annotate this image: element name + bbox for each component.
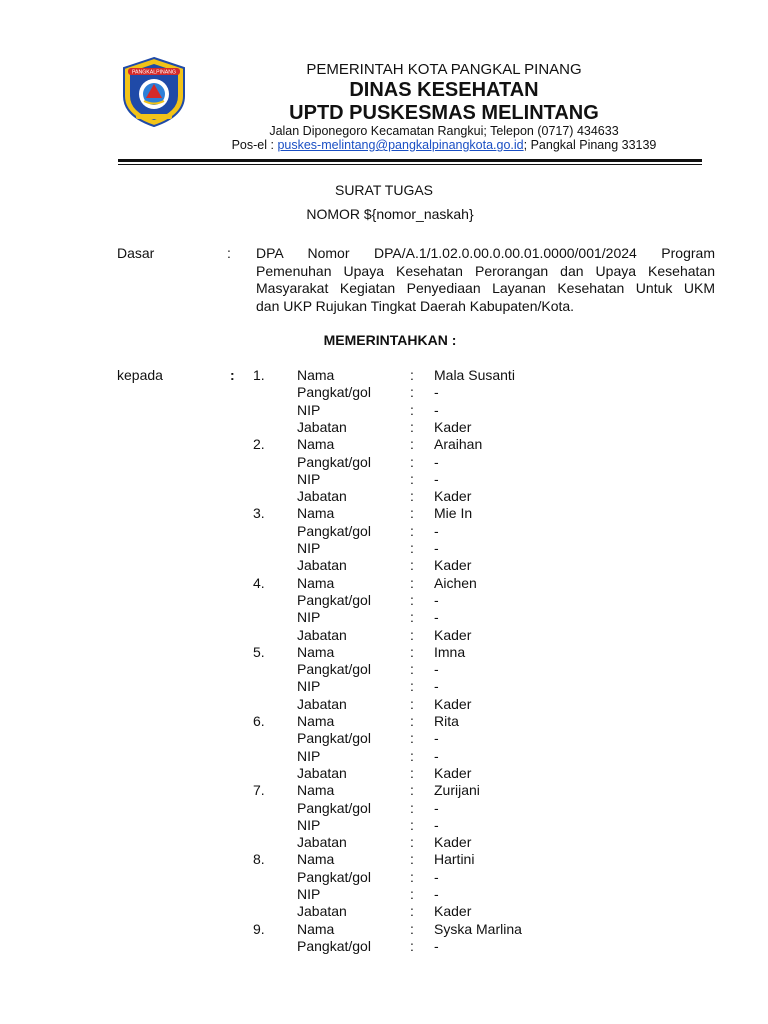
field-value-nip: - (434, 470, 439, 487)
field-colon: : (410, 522, 414, 539)
field-label-nip: NIP (297, 401, 321, 418)
field-label-nip: NIP (297, 678, 321, 695)
field-value-position: Kader (434, 626, 472, 643)
field-value-name: Zurijani (434, 782, 480, 799)
assignee-number: 3. (253, 505, 265, 522)
field-label-position: Jabatan (297, 764, 347, 781)
field-label-rank: Pangkat/gol (297, 868, 371, 885)
field-colon: : (410, 453, 414, 470)
field-colon: : (410, 557, 414, 574)
field-value-nip: - (434, 540, 439, 556)
field-label-nip: NIP (297, 747, 321, 764)
field-value-name: Syska Marlina (434, 920, 522, 937)
field-colon: : (410, 903, 414, 920)
field-colon: : (410, 886, 414, 902)
assignee-field-row (0, 817, 768, 834)
field-colon: : (410, 868, 414, 885)
field-colon: : (410, 747, 414, 764)
field-colon: : (410, 401, 414, 418)
field-value-nip: - (434, 609, 439, 626)
field-colon: : (410, 609, 414, 626)
letterhead-divider-thick (118, 159, 702, 162)
email-suffix: ; Pangkal Pinang 33139 (523, 138, 657, 152)
field-colon: : (410, 574, 414, 591)
header-unit: UPTD PUSKESMAS MELINTANG (289, 102, 599, 124)
field-value-rank: - (434, 661, 439, 678)
field-label-name: Nama (297, 920, 335, 937)
field-label-nip: NIP (297, 540, 321, 556)
assignee-field-row (0, 886, 768, 903)
field-colon: : (410, 505, 414, 522)
field-colon: : (410, 799, 414, 816)
assignee-field-row (0, 730, 768, 747)
assignee-number: 7. (253, 782, 265, 799)
assignee-field-row (0, 436, 768, 453)
field-colon: : (410, 782, 414, 799)
field-value-rank: - (434, 384, 439, 401)
letter-number: NOMOR ${nomor_naskah} (306, 206, 474, 222)
assignee-field-row (0, 903, 768, 920)
field-value-rank: - (434, 522, 439, 539)
field-colon: : (410, 591, 414, 608)
field-colon: : (410, 488, 414, 505)
field-value-position: Kader (434, 418, 472, 435)
field-label-rank: Pangkat/gol (297, 799, 371, 816)
field-label-nip: NIP (297, 816, 321, 833)
field-label-name: Nama (297, 574, 335, 591)
field-value-nip: - (434, 401, 439, 418)
assignee-field-row (0, 402, 768, 419)
assignee-field-row (0, 592, 768, 609)
to-label: kepada (117, 367, 163, 383)
field-label-rank: Pangkat/gol (297, 730, 371, 747)
field-colon: : (410, 436, 414, 453)
field-label-rank: Pangkat/gol (297, 937, 371, 954)
field-value-position: Kader (434, 695, 472, 712)
field-colon: : (410, 695, 414, 712)
assignee-field-row (0, 713, 768, 730)
field-value-name: Hartini (434, 851, 475, 868)
assignee-field-row (0, 454, 768, 471)
field-label-nip: NIP (297, 886, 321, 902)
assignee-field-row (0, 678, 768, 695)
assignee-field-row (0, 800, 768, 817)
assignee-number: 4. (253, 574, 265, 591)
field-label-name: Nama (297, 851, 335, 868)
field-colon: : (410, 384, 414, 401)
header-address: Jalan Diponegoro Kecamatan Rangkui; Telepon (0717) 434633 (269, 124, 619, 138)
field-colon: : (410, 937, 414, 954)
field-value-position: Kader (434, 488, 472, 505)
field-value-rank: - (434, 730, 439, 747)
field-label-position: Jabatan (297, 418, 347, 435)
field-value-name: Araihan (434, 436, 483, 453)
assignee-field-row (0, 661, 768, 678)
assignee-field-row (0, 540, 768, 557)
basis-label: Dasar (117, 245, 155, 261)
field-value-name: Rita (434, 713, 459, 729)
email-prefix: Pos-el : (231, 138, 278, 152)
field-value-rank: - (434, 799, 439, 816)
basis-line: DPA Nomor DPA/A.1/1.02.0.00.0.00.01.0000/001/2024 Program (256, 245, 715, 261)
field-label-position: Jabatan (297, 695, 347, 712)
field-colon: : (410, 661, 414, 678)
assignee-number: 9. (253, 920, 265, 937)
field-colon: : (410, 643, 414, 660)
field-value-name: Imna (434, 643, 466, 660)
field-value-position: Kader (434, 557, 472, 574)
field-label-rank: Pangkat/gol (297, 522, 371, 539)
letter-title: SURAT TUGAS (334, 182, 434, 198)
field-colon: : (410, 678, 414, 695)
field-label-name: Nama (297, 782, 335, 799)
basis-text (256, 245, 715, 315)
field-value-name: Mie In (434, 505, 473, 522)
assignee-field-row (0, 921, 768, 938)
order-heading: MEMERINTAHKAN : (323, 332, 457, 348)
assignee-field-row (0, 765, 768, 782)
basis-line: dan UKP Rujukan Tingkat Daerah Kabupaten/Kota. (256, 297, 575, 314)
field-colon: : (410, 816, 414, 833)
assignee-field-row (0, 696, 768, 713)
assignee-field-row (0, 488, 768, 505)
field-label-name: Nama (297, 713, 335, 729)
field-label-name: Nama (297, 436, 335, 453)
field-value-nip: - (434, 747, 439, 764)
to-colon: : (230, 367, 235, 383)
field-label-position: Jabatan (297, 903, 347, 920)
assignee-field-row (0, 851, 768, 868)
assignee-field-row (0, 609, 768, 626)
field-label-name: Nama (297, 505, 335, 522)
field-label-nip: NIP (297, 470, 321, 487)
field-value-rank: - (434, 868, 439, 885)
assignee-field-row (0, 834, 768, 851)
assignee-field-row (0, 938, 768, 955)
header-government: PEMERINTAH KOTA PANGKAL PINANG (306, 61, 582, 78)
assignee-number: 6. (253, 713, 265, 729)
assignee-number: 5. (253, 643, 265, 660)
logo-lettering: PANGKALPINANG (131, 69, 177, 76)
basis-colon: : (227, 245, 231, 261)
field-colon: : (410, 418, 414, 435)
assignee-field-row (0, 419, 768, 436)
assignee-field-row (0, 575, 768, 592)
field-label-rank: Pangkat/gol (297, 661, 371, 678)
field-label-rank: Pangkat/gol (297, 384, 371, 401)
assignee-field-row (0, 869, 768, 886)
field-value-rank: - (434, 591, 439, 608)
field-value-position: Kader (434, 903, 472, 920)
assignee-field-row (0, 782, 768, 799)
field-label-nip: NIP (297, 609, 321, 626)
field-label-rank: Pangkat/gol (297, 591, 371, 608)
field-value-rank: - (434, 453, 439, 470)
basis-line: Pemenuhan Upaya Kesehatan Perorangan dan Upaya Kesehatan (256, 262, 715, 279)
assignee-field-row (0, 523, 768, 540)
assignee-field-row (0, 471, 768, 488)
assignee-field-row (0, 557, 768, 574)
field-value-nip: - (434, 886, 439, 902)
field-label-position: Jabatan (297, 557, 347, 574)
field-label-name: Nama (297, 643, 335, 660)
assignee-field-row (0, 627, 768, 644)
assignee-field-row (0, 644, 768, 661)
field-colon: : (410, 920, 414, 937)
header-department: DINAS KESEHATAN (349, 79, 539, 101)
field-value-position: Kader (434, 764, 472, 781)
assignee-field-row (0, 384, 768, 401)
field-label-position: Jabatan (297, 626, 347, 643)
letterhead-divider-thin (118, 164, 702, 165)
assignee-field-row (0, 505, 768, 522)
field-value-position: Kader (434, 834, 472, 851)
field-value-nip: - (434, 816, 439, 833)
assignee-number: 1. (253, 367, 265, 383)
field-colon: : (410, 851, 414, 868)
field-value-name: Mala Susanti (434, 367, 515, 383)
field-label-position: Jabatan (297, 834, 347, 851)
field-colon: : (410, 764, 414, 781)
field-value-nip: - (434, 678, 439, 695)
field-value-name: Aichen (434, 574, 477, 591)
field-colon: : (410, 834, 414, 851)
field-label-rank: Pangkat/gol (297, 453, 371, 470)
field-colon: : (410, 626, 414, 643)
assignee-number: 2. (253, 436, 265, 453)
field-label-position: Jabatan (297, 488, 347, 505)
assignee-number: 8. (253, 851, 265, 868)
field-colon: : (410, 713, 414, 729)
assignee-field-row (0, 367, 768, 384)
assignee-field-row (0, 748, 768, 765)
basis-line: Masyarakat Kegiatan Penyediaan Layanan Kesehatan Untuk UKM (256, 280, 715, 296)
email-link[interactable]: puskes-melintang@pangkalpinangkota.go.id (277, 138, 524, 152)
field-value-rank: - (434, 937, 439, 954)
field-colon: : (410, 367, 414, 383)
field-colon: : (410, 730, 414, 747)
field-colon: : (410, 540, 414, 556)
field-label-name: Nama (297, 367, 335, 383)
field-colon: : (410, 470, 414, 487)
header-contact (60, 138, 768, 152)
